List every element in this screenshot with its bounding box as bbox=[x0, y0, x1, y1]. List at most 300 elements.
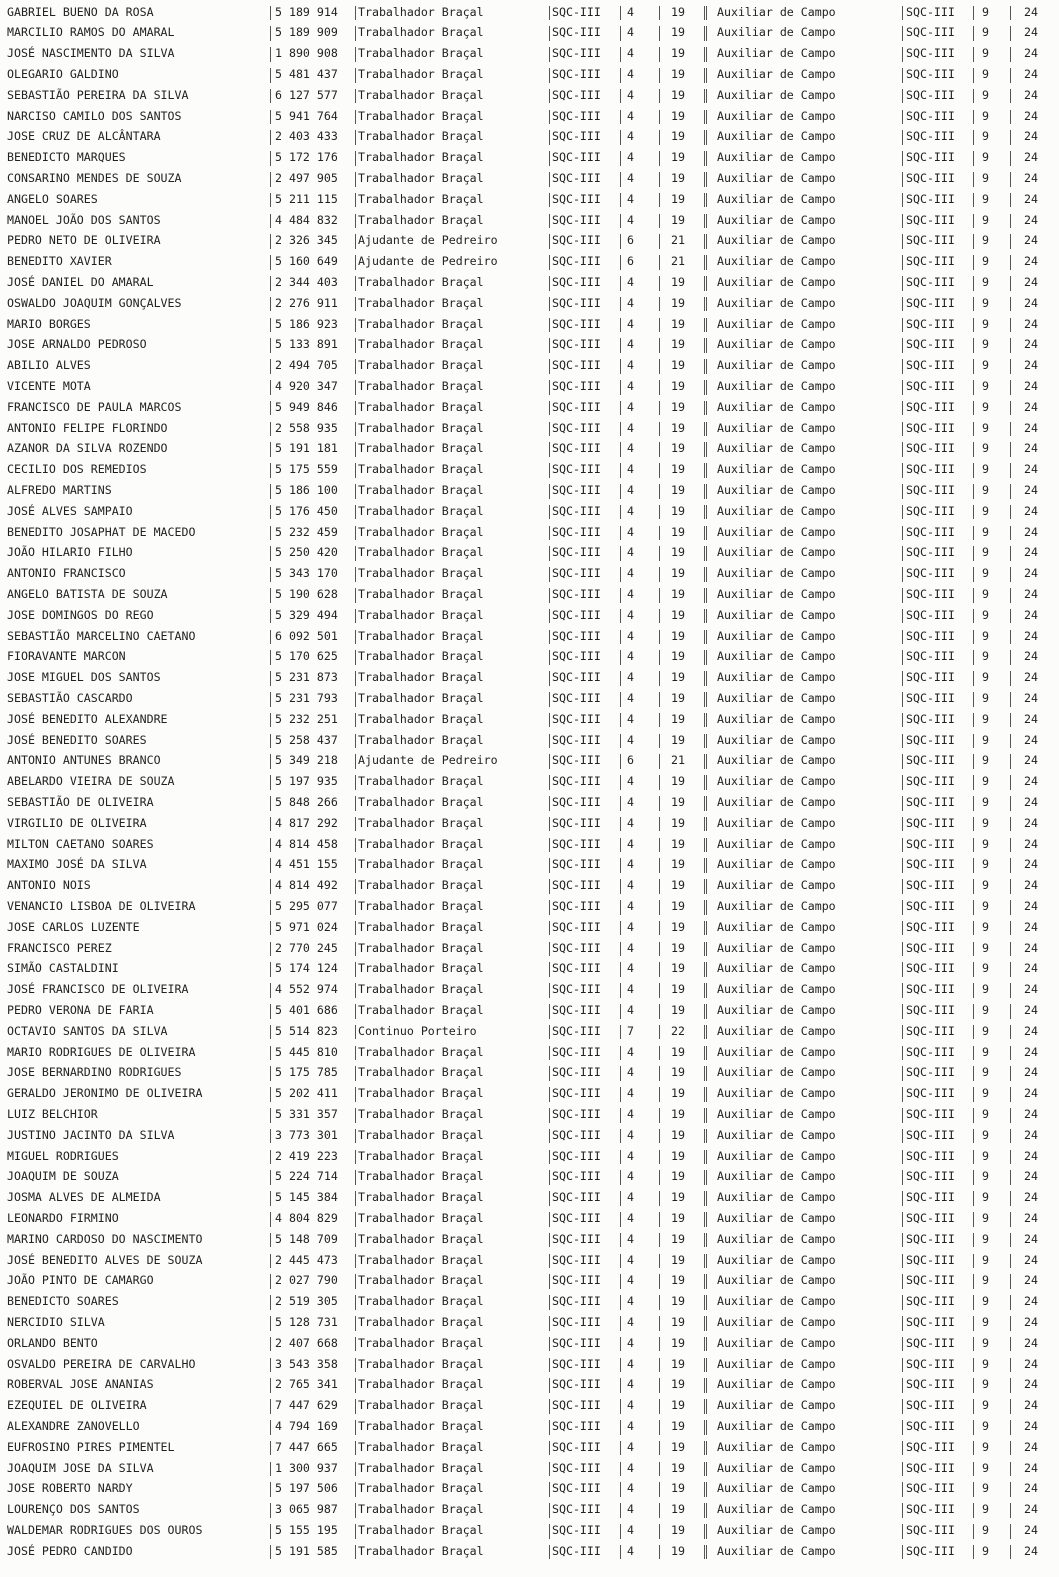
current-position: Trabalhador Braçal bbox=[358, 129, 484, 144]
current-position: Trabalhador Braçal bbox=[358, 46, 484, 61]
current-class: SQC-III bbox=[552, 108, 601, 123]
current-position: Trabalhador Braçal bbox=[358, 815, 484, 830]
column-rule bbox=[1010, 671, 1011, 686]
new-level: 9 bbox=[982, 212, 989, 227]
column-rule bbox=[1010, 110, 1011, 125]
column-rule bbox=[659, 1274, 660, 1289]
column-rule bbox=[973, 1191, 974, 1206]
current-grade: 19 bbox=[671, 25, 685, 40]
column-rule bbox=[355, 630, 356, 645]
employee-number: 5 174 124 bbox=[275, 961, 338, 976]
column-rule bbox=[270, 1524, 271, 1539]
column-rule bbox=[355, 338, 356, 353]
column-rule bbox=[620, 338, 621, 353]
column-rule bbox=[620, 546, 621, 561]
new-level: 9 bbox=[982, 337, 989, 352]
employee-name: JOSE ROBERTO NARDY bbox=[7, 1481, 133, 1496]
column-rule bbox=[620, 1399, 621, 1414]
new-grade: 24 bbox=[1024, 566, 1038, 581]
column-rule bbox=[1010, 1316, 1011, 1331]
current-class: SQC-III bbox=[552, 1231, 601, 1246]
table-row bbox=[0, 813, 1059, 834]
column-rule bbox=[270, 1545, 271, 1560]
column-rule bbox=[355, 463, 356, 478]
column-rule bbox=[659, 1524, 660, 1539]
column-rule bbox=[1010, 1378, 1011, 1393]
column-rule bbox=[270, 463, 271, 478]
column-rule bbox=[704, 463, 707, 478]
new-position: Auxiliar de Campo bbox=[717, 399, 836, 414]
column-rule bbox=[973, 442, 974, 457]
column-rule bbox=[1010, 1524, 1011, 1539]
current-position: Trabalhador Braçal bbox=[358, 1065, 484, 1080]
new-level: 9 bbox=[982, 732, 989, 747]
column-rule bbox=[1010, 900, 1011, 915]
new-level: 9 bbox=[982, 1377, 989, 1392]
column-rule bbox=[270, 1087, 271, 1102]
table-row bbox=[0, 917, 1059, 938]
new-grade: 24 bbox=[1024, 836, 1038, 851]
column-rule bbox=[620, 1420, 621, 1435]
table-row bbox=[0, 85, 1059, 106]
new-class: SQC-III bbox=[906, 254, 955, 269]
column-rule bbox=[355, 110, 356, 125]
column-rule bbox=[659, 734, 660, 749]
current-position: Trabalhador Braçal bbox=[358, 1190, 484, 1205]
current-level: 4 bbox=[627, 358, 634, 373]
table-row bbox=[0, 147, 1059, 168]
new-class: SQC-III bbox=[906, 1439, 955, 1454]
column-rule bbox=[704, 26, 707, 41]
new-class: SQC-III bbox=[906, 732, 955, 747]
column-rule bbox=[620, 130, 621, 145]
column-rule bbox=[704, 942, 707, 957]
new-class: SQC-III bbox=[906, 233, 955, 248]
column-rule bbox=[355, 68, 356, 83]
column-rule bbox=[270, 422, 271, 437]
employee-number: 5 128 731 bbox=[275, 1314, 338, 1329]
new-class: SQC-III bbox=[906, 150, 955, 165]
column-rule bbox=[704, 1337, 707, 1352]
column-rule bbox=[620, 214, 621, 229]
column-rule bbox=[270, 255, 271, 270]
new-grade: 24 bbox=[1024, 1502, 1038, 1517]
current-class: SQC-III bbox=[552, 1190, 601, 1205]
employee-number: 2 519 305 bbox=[275, 1294, 338, 1309]
column-rule bbox=[659, 380, 660, 395]
current-class: SQC-III bbox=[552, 378, 601, 393]
table-row bbox=[0, 1042, 1059, 1063]
column-rule bbox=[620, 858, 621, 873]
column-rule bbox=[659, 89, 660, 104]
current-class: SQC-III bbox=[552, 1044, 601, 1059]
current-grade: 19 bbox=[671, 1148, 685, 1163]
employee-number: 2 765 341 bbox=[275, 1377, 338, 1392]
column-rule bbox=[659, 754, 660, 769]
column-rule bbox=[355, 47, 356, 62]
employee-name: ANTONIO ANTUNES BRANCO bbox=[7, 753, 161, 768]
new-grade: 24 bbox=[1024, 462, 1038, 477]
employee-name: JOÃO PINTO DE CAMARGO bbox=[7, 1273, 154, 1288]
current-position: Trabalhador Braçal bbox=[358, 1169, 484, 1184]
employee-name: SEBASTIÃO MARCELINO CAETANO bbox=[7, 628, 196, 643]
new-position: Auxiliar de Campo bbox=[717, 337, 836, 352]
new-grade: 24 bbox=[1024, 732, 1038, 747]
column-rule bbox=[620, 734, 621, 749]
new-class: SQC-III bbox=[906, 1335, 955, 1350]
current-grade: 19 bbox=[671, 191, 685, 206]
column-rule bbox=[355, 193, 356, 208]
new-level: 9 bbox=[982, 150, 989, 165]
employee-number: 3 065 987 bbox=[275, 1502, 338, 1517]
column-rule bbox=[270, 1503, 271, 1518]
current-level: 7 bbox=[627, 1023, 634, 1038]
column-rule bbox=[1010, 588, 1011, 603]
current-class: SQC-III bbox=[552, 878, 601, 893]
column-rule bbox=[270, 130, 271, 145]
employee-number: 6 127 577 bbox=[275, 87, 338, 102]
column-rule bbox=[973, 1274, 974, 1289]
column-rule bbox=[270, 858, 271, 873]
current-position: Trabalhador Braçal bbox=[358, 919, 484, 934]
column-rule bbox=[620, 1358, 621, 1373]
current-class: SQC-III bbox=[552, 711, 601, 726]
new-grade: 24 bbox=[1024, 25, 1038, 40]
new-position: Auxiliar de Campo bbox=[717, 482, 836, 497]
column-rule bbox=[704, 796, 707, 811]
column-rule bbox=[704, 130, 707, 145]
table-row bbox=[0, 1416, 1059, 1437]
employee-name: MARIO RODRIGUES DE OLIVEIRA bbox=[7, 1044, 196, 1059]
current-class: SQC-III bbox=[552, 753, 601, 768]
new-level: 9 bbox=[982, 524, 989, 539]
new-position: Auxiliar de Campo bbox=[717, 46, 836, 61]
column-rule bbox=[973, 1295, 974, 1310]
current-position: Trabalhador Braçal bbox=[358, 1044, 484, 1059]
new-level: 9 bbox=[982, 399, 989, 414]
new-grade: 24 bbox=[1024, 337, 1038, 352]
column-rule bbox=[659, 505, 660, 520]
current-position: Trabalhador Braçal bbox=[358, 358, 484, 373]
column-rule bbox=[973, 1129, 974, 1144]
column-rule bbox=[659, 1170, 660, 1185]
employee-name: ANTONIO FELIPE FLORINDO bbox=[7, 420, 168, 435]
current-grade: 19 bbox=[671, 1418, 685, 1433]
column-rule bbox=[270, 526, 271, 541]
current-position: Trabalhador Braçal bbox=[358, 774, 484, 789]
new-position: Auxiliar de Campo bbox=[717, 1460, 836, 1475]
column-rule bbox=[355, 692, 356, 707]
current-level: 4 bbox=[627, 794, 634, 809]
current-class: SQC-III bbox=[552, 1002, 601, 1017]
employee-name: OLEGARIO GALDINO bbox=[7, 66, 119, 81]
current-class: SQC-III bbox=[552, 857, 601, 872]
employee-number: 5 155 195 bbox=[275, 1522, 338, 1537]
new-grade: 24 bbox=[1024, 1231, 1038, 1246]
column-rule bbox=[973, 962, 974, 977]
new-class: SQC-III bbox=[906, 1044, 955, 1059]
employee-number: 4 814 492 bbox=[275, 878, 338, 893]
current-grade: 19 bbox=[671, 46, 685, 61]
employee-name: ANGELO BATISTA DE SOUZA bbox=[7, 586, 168, 601]
column-rule bbox=[270, 1025, 271, 1040]
employee-number: 2 276 911 bbox=[275, 295, 338, 310]
new-class: SQC-III bbox=[906, 1065, 955, 1080]
new-level: 9 bbox=[982, 254, 989, 269]
column-rule bbox=[270, 567, 271, 582]
new-position: Auxiliar de Campo bbox=[717, 462, 836, 477]
column-rule bbox=[1010, 692, 1011, 707]
column-rule bbox=[704, 193, 707, 208]
column-rule bbox=[355, 234, 356, 249]
column-rule bbox=[659, 1191, 660, 1206]
table-row bbox=[0, 501, 1059, 522]
employee-name: BENEDITO XAVIER bbox=[7, 254, 112, 269]
column-rule bbox=[355, 1212, 356, 1227]
current-class: SQC-III bbox=[552, 274, 601, 289]
table-row bbox=[0, 1208, 1059, 1229]
table-row bbox=[0, 667, 1059, 688]
column-rule bbox=[270, 297, 271, 312]
column-rule bbox=[270, 692, 271, 707]
column-rule bbox=[973, 193, 974, 208]
column-rule bbox=[355, 1191, 356, 1206]
column-rule bbox=[355, 89, 356, 104]
column-rule bbox=[704, 1441, 707, 1456]
current-grade: 19 bbox=[671, 129, 685, 144]
new-position: Auxiliar de Campo bbox=[717, 898, 836, 913]
current-grade: 19 bbox=[671, 66, 685, 81]
current-level: 4 bbox=[627, 690, 634, 705]
current-position: Trabalhador Braçal bbox=[358, 1502, 484, 1517]
column-rule bbox=[973, 817, 974, 832]
new-class: SQC-III bbox=[906, 670, 955, 685]
column-rule bbox=[704, 422, 707, 437]
table-row bbox=[0, 293, 1059, 314]
current-class: SQC-III bbox=[552, 794, 601, 809]
current-grade: 19 bbox=[671, 1169, 685, 1184]
column-rule bbox=[620, 1254, 621, 1269]
column-rule bbox=[1010, 1025, 1011, 1040]
column-rule bbox=[355, 1004, 356, 1019]
column-rule bbox=[659, 1254, 660, 1269]
column-rule bbox=[270, 588, 271, 603]
column-rule bbox=[659, 609, 660, 624]
column-rule bbox=[659, 1462, 660, 1477]
column-rule bbox=[270, 796, 271, 811]
new-position: Auxiliar de Campo bbox=[717, 1086, 836, 1101]
column-rule bbox=[659, 775, 660, 790]
table-row bbox=[0, 1021, 1059, 1042]
current-level: 4 bbox=[627, 420, 634, 435]
new-position: Auxiliar de Campo bbox=[717, 1002, 836, 1017]
column-rule bbox=[973, 1378, 974, 1393]
column-rule bbox=[355, 1087, 356, 1102]
new-class: SQC-III bbox=[906, 170, 955, 185]
table-row bbox=[0, 771, 1059, 792]
column-rule bbox=[973, 1170, 974, 1185]
column-rule bbox=[1010, 297, 1011, 312]
column-rule bbox=[659, 713, 660, 728]
column-rule bbox=[355, 26, 356, 41]
column-rule bbox=[270, 234, 271, 249]
column-rule bbox=[1010, 734, 1011, 749]
column-rule bbox=[659, 484, 660, 499]
new-position: Auxiliar de Campo bbox=[717, 170, 836, 185]
employee-name: OSVALDO PEREIRA DE CARVALHO bbox=[7, 1356, 196, 1371]
current-class: SQC-III bbox=[552, 1502, 601, 1517]
column-rule bbox=[270, 713, 271, 728]
new-position: Auxiliar de Campo bbox=[717, 774, 836, 789]
new-grade: 24 bbox=[1024, 399, 1038, 414]
column-rule bbox=[355, 588, 356, 603]
new-level: 9 bbox=[982, 753, 989, 768]
new-class: SQC-III bbox=[906, 982, 955, 997]
column-rule bbox=[1010, 234, 1011, 249]
column-rule bbox=[1010, 26, 1011, 41]
new-class: SQC-III bbox=[906, 129, 955, 144]
employee-name: ABELARDO VIEIRA DE SOUZA bbox=[7, 774, 175, 789]
employee-name: NARCISO CAMILO DOS SANTOS bbox=[7, 108, 182, 123]
column-rule bbox=[355, 879, 356, 894]
new-position: Auxiliar de Campo bbox=[717, 1044, 836, 1059]
table-row bbox=[0, 1312, 1059, 1333]
column-rule bbox=[704, 151, 707, 166]
new-position: Auxiliar de Campo bbox=[717, 1273, 836, 1288]
new-position: Auxiliar de Campo bbox=[717, 4, 836, 19]
employee-name: JOSÉ NASCIMENTO DA SILVA bbox=[7, 46, 175, 61]
column-rule bbox=[355, 380, 356, 395]
column-rule bbox=[270, 68, 271, 83]
column-rule bbox=[1010, 921, 1011, 936]
column-rule bbox=[659, 1066, 660, 1081]
employee-name: GERALDO JERONIMO DE OLIVEIRA bbox=[7, 1086, 203, 1101]
column-rule bbox=[704, 1212, 707, 1227]
table-row bbox=[0, 1125, 1059, 1146]
new-grade: 24 bbox=[1024, 129, 1038, 144]
column-rule bbox=[620, 1503, 621, 1518]
new-level: 9 bbox=[982, 1294, 989, 1309]
employee-number: 2 344 403 bbox=[275, 274, 338, 289]
current-grade: 19 bbox=[671, 898, 685, 913]
current-level: 4 bbox=[627, 108, 634, 123]
column-rule bbox=[355, 401, 356, 416]
table-row bbox=[0, 626, 1059, 647]
column-rule bbox=[659, 1441, 660, 1456]
new-class: SQC-III bbox=[906, 940, 955, 955]
current-level: 4 bbox=[627, 878, 634, 893]
current-position: Trabalhador Braçal bbox=[358, 836, 484, 851]
table-row bbox=[0, 958, 1059, 979]
table-row bbox=[0, 64, 1059, 85]
column-rule bbox=[355, 567, 356, 582]
new-position: Auxiliar de Campo bbox=[717, 212, 836, 227]
employee-number: 5 941 764 bbox=[275, 108, 338, 123]
current-level: 4 bbox=[627, 1190, 634, 1205]
employee-number: 5 133 891 bbox=[275, 337, 338, 352]
current-class: SQC-III bbox=[552, 25, 601, 40]
current-level: 4 bbox=[627, 295, 634, 310]
column-rule bbox=[704, 1274, 707, 1289]
column-rule bbox=[704, 1482, 707, 1497]
current-position: Trabalhador Braçal bbox=[358, 794, 484, 809]
current-level: 4 bbox=[627, 1002, 634, 1017]
employee-number: 5 172 176 bbox=[275, 150, 338, 165]
new-position: Auxiliar de Campo bbox=[717, 1065, 836, 1080]
column-rule bbox=[659, 255, 660, 270]
column-rule bbox=[270, 630, 271, 645]
current-grade: 19 bbox=[671, 1086, 685, 1101]
current-grade: 19 bbox=[671, 1377, 685, 1392]
column-rule bbox=[659, 318, 660, 333]
new-class: SQC-III bbox=[906, 857, 955, 872]
column-rule bbox=[355, 921, 356, 936]
new-grade: 24 bbox=[1024, 1273, 1038, 1288]
column-rule bbox=[1010, 193, 1011, 208]
current-class: SQC-III bbox=[552, 1418, 601, 1433]
column-rule bbox=[704, 110, 707, 125]
new-level: 9 bbox=[982, 358, 989, 373]
current-position: Trabalhador Braçal bbox=[358, 898, 484, 913]
table-row bbox=[0, 854, 1059, 875]
employee-number: 6 092 501 bbox=[275, 628, 338, 643]
column-rule bbox=[355, 526, 356, 541]
table-row bbox=[0, 376, 1059, 397]
employee-name: GABRIEL BUENO DA ROSA bbox=[7, 4, 154, 19]
column-rule bbox=[1010, 1191, 1011, 1206]
column-rule bbox=[620, 796, 621, 811]
new-position: Auxiliar de Campo bbox=[717, 1169, 836, 1184]
column-rule bbox=[659, 6, 660, 21]
column-rule bbox=[620, 671, 621, 686]
employee-number: 5 481 437 bbox=[275, 66, 338, 81]
employee-name: JOSÉ BENEDITO ALEXANDRE bbox=[7, 711, 168, 726]
column-rule bbox=[1010, 838, 1011, 853]
column-rule bbox=[355, 1274, 356, 1289]
column-rule bbox=[1010, 422, 1011, 437]
new-grade: 24 bbox=[1024, 1106, 1038, 1121]
new-grade: 24 bbox=[1024, 1252, 1038, 1267]
new-class: SQC-III bbox=[906, 1169, 955, 1184]
current-position: Trabalhador Braçal bbox=[358, 1231, 484, 1246]
column-rule bbox=[270, 962, 271, 977]
current-class: SQC-III bbox=[552, 1460, 601, 1475]
employee-number: 2 027 790 bbox=[275, 1273, 338, 1288]
new-position: Auxiliar de Campo bbox=[717, 1377, 836, 1392]
column-rule bbox=[973, 900, 974, 915]
table-row bbox=[0, 397, 1059, 418]
current-position: Trabalhador Braçal bbox=[358, 1522, 484, 1537]
current-level: 4 bbox=[627, 1377, 634, 1392]
current-level: 4 bbox=[627, 836, 634, 851]
column-rule bbox=[620, 1545, 621, 1560]
column-rule bbox=[1010, 1295, 1011, 1310]
employee-name: BENEDICTO MARQUES bbox=[7, 150, 126, 165]
column-rule bbox=[270, 1170, 271, 1185]
column-rule bbox=[973, 380, 974, 395]
new-level: 9 bbox=[982, 1210, 989, 1225]
current-class: SQC-III bbox=[552, 170, 601, 185]
new-position: Auxiliar de Campo bbox=[717, 794, 836, 809]
column-rule bbox=[1010, 401, 1011, 416]
column-rule bbox=[270, 1066, 271, 1081]
new-grade: 24 bbox=[1024, 919, 1038, 934]
employee-number: 2 497 905 bbox=[275, 170, 338, 185]
column-rule bbox=[270, 6, 271, 21]
employee-number: 5 191 585 bbox=[275, 1543, 338, 1558]
current-position: Trabalhador Braçal bbox=[358, 1086, 484, 1101]
current-grade: 19 bbox=[671, 1294, 685, 1309]
